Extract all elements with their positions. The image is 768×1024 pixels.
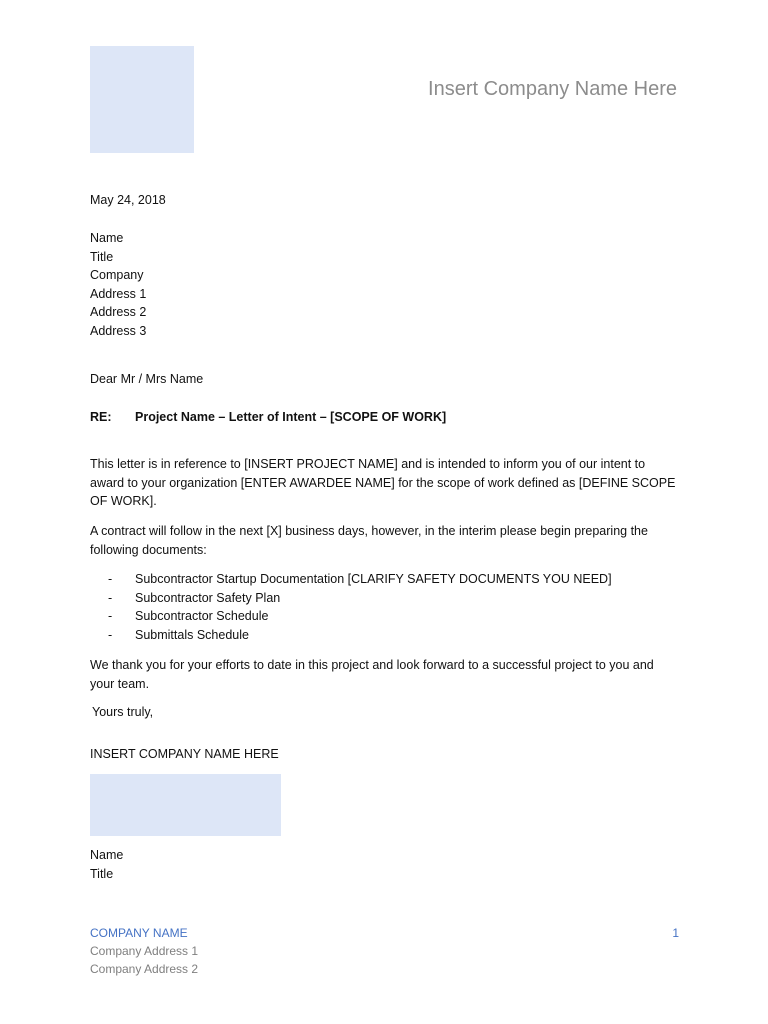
list-marker: - [108, 572, 113, 586]
footer-address-2: Company Address 2 [90, 961, 199, 976]
re-line [90, 408, 446, 427]
signature-title: Title [90, 866, 114, 881]
recipient-company: Company [90, 268, 144, 283]
recipient-address-2: Address 2 [90, 305, 147, 320]
body-paragraph-1: This letter is in reference to [INSERT PROJECT NAME] and is intended to inform you of our intent to award to your organization [ENTER AWARDEE NAME] for the scope of work defined as [DEFINE SCOPE OF WORK]. [90, 457, 676, 509]
re-subject: Project Name – Letter of Intent – [SCOPE OF WORK] [135, 410, 447, 424]
list-item: - Subcontractor Startup Documentation [CLARIFY SAFETY DOCUMENTS YOU NEED] [108, 570, 612, 589]
letter-date: May 24, 2018 [90, 193, 166, 207]
signature-block [90, 846, 123, 883]
signature-name: Name [90, 848, 124, 862]
list-item: - Subcontractor Schedule [108, 607, 612, 626]
closing: Yours truly, [92, 705, 154, 719]
list-marker: - [108, 627, 113, 642]
signature-placeholder [90, 774, 281, 836]
recipient-name: Name [90, 231, 124, 245]
list-item: - Subcontractor Safety Plan [108, 589, 612, 608]
documents-list [108, 570, 612, 644]
footer-address [90, 943, 198, 978]
recipient-address-3: Address 3 [90, 323, 147, 338]
recipient-address-1: Address 1 [90, 286, 147, 301]
list-item: - Submittals Schedule [108, 626, 612, 645]
re-label: RE: [90, 410, 112, 424]
page-number: 1 [672, 926, 679, 940]
body-paragraph-3: We thank you for your efforts to date in this project and look forward to a successful project to you and your team. [90, 658, 654, 691]
salutation: Dear Mr / Mrs Name [90, 372, 204, 386]
recipient-address-block [90, 229, 146, 341]
signature-company: INSERT COMPANY NAME HERE [90, 747, 279, 761]
header-company-name: Insert Company Name Here [428, 78, 677, 100]
recipient-title: Title [90, 249, 114, 264]
list-marker: - [108, 609, 113, 624]
list-marker: - [108, 590, 113, 605]
footer-address-1: Company Address 1 [90, 944, 199, 958]
logo-placeholder [90, 46, 194, 153]
body-paragraph-2: A contract will follow in the next [X] business days, however, in the interim please begin preparing the following documents: [90, 524, 648, 557]
footer-company-name: COMPANY NAME [90, 926, 188, 940]
